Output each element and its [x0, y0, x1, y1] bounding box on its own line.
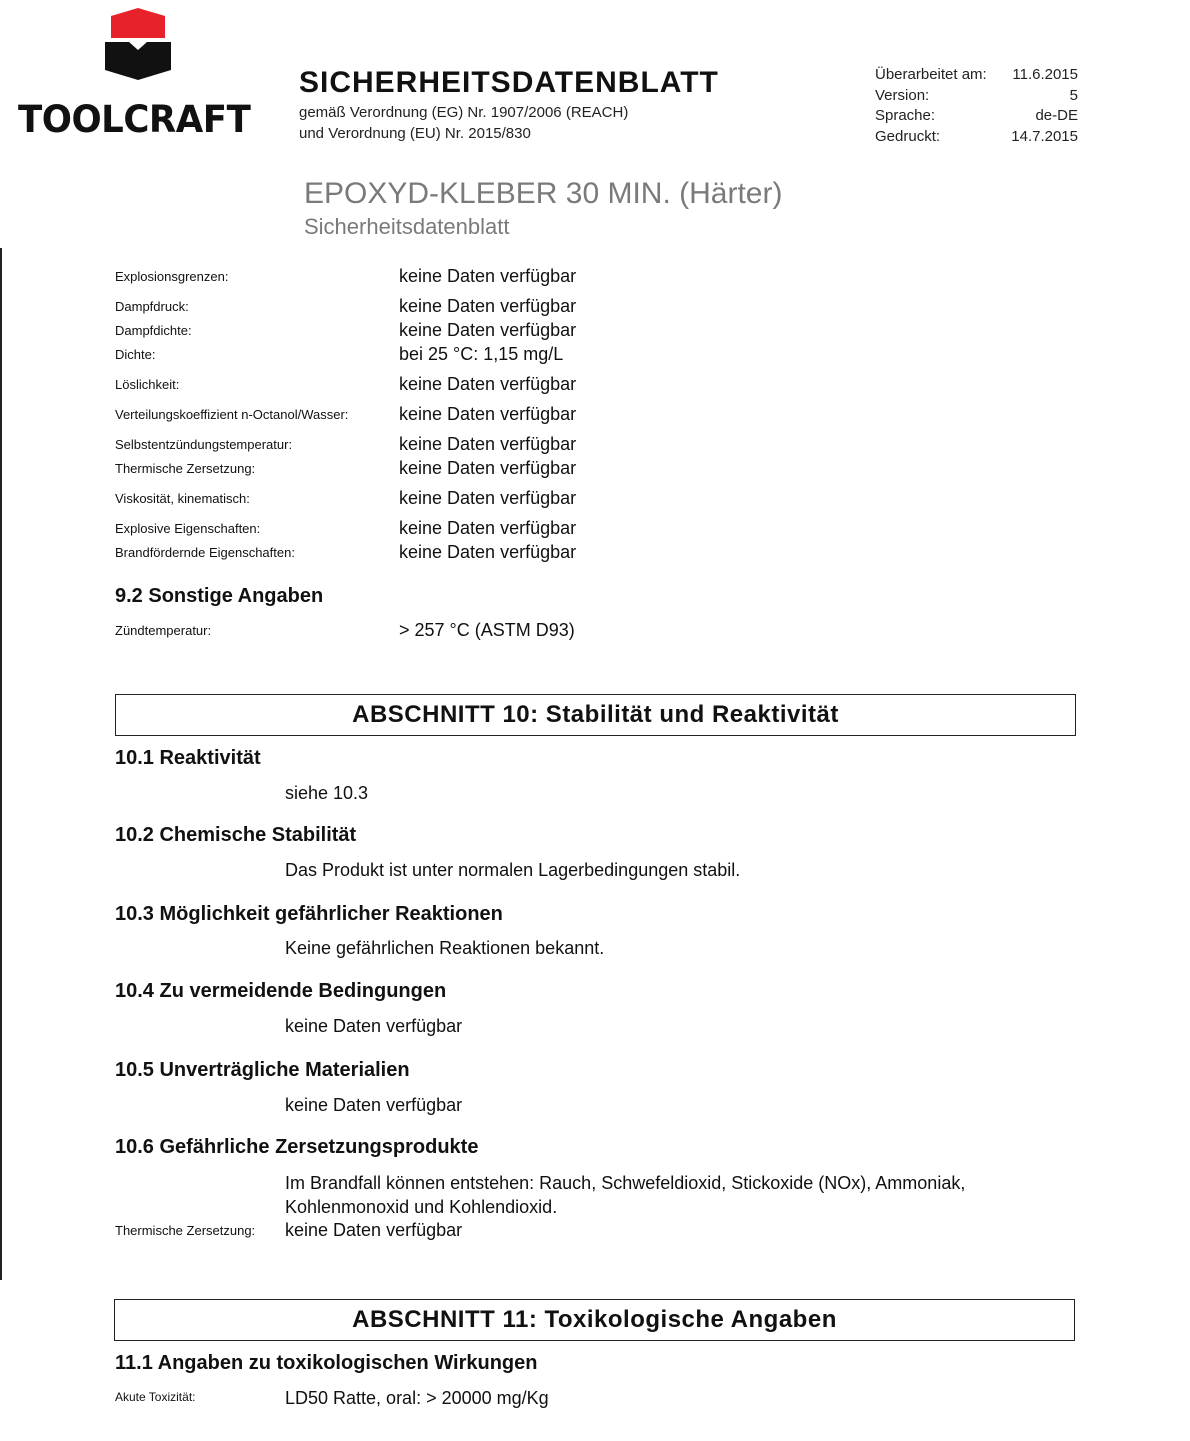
heading-11-1: 11.1 Angaben zu toxikologischen Wirkungen — [115, 1352, 538, 1374]
text-10-6-line-1: Im Brandfall können entstehen: Rauch, Schwefeldioxid, Stickoxide (NOx), Ammoniak, — [285, 1173, 966, 1193]
heading-9-2: 9.2 Sonstige Angaben — [115, 585, 324, 607]
property-label: Thermische Zersetzung: — [115, 461, 256, 476]
property-value: bei 25 °C: 1,15 mg/L — [399, 344, 564, 364]
property-label: Löslichkeit: — [115, 377, 180, 392]
acute-toxicity-value: LD50 Ratte, oral: > 20000 mg/Kg — [285, 1388, 549, 1408]
text-10-5: keine Daten verfügbar — [285, 1095, 463, 1115]
regulation-line-1: gemäß Verordnung (EG) Nr. 1907/2006 (REACH) — [299, 104, 629, 121]
property-value: keine Daten verfügbar — [399, 518, 577, 538]
property-label: Verteilungskoeffizient n-Octanol/Wasser: — [115, 407, 349, 422]
ignition-temp-label: Zündtemperatur: — [115, 623, 212, 638]
brand-name: TOOLCRAFT — [18, 98, 251, 141]
meta-language-value: de-DE — [1035, 107, 1078, 124]
meta-version-label: Version: — [875, 87, 930, 104]
meta-printed-value: 14.7.2015 — [1011, 128, 1078, 145]
text-10-1: siehe 10.3 — [285, 783, 369, 803]
property-value: keine Daten verfügbar — [399, 458, 577, 478]
section-11-title: ABSCHNITT 11: Toxikologische Angaben — [352, 1306, 837, 1333]
property-value: keine Daten verfügbar — [399, 320, 577, 340]
product-subtitle: Sicherheitsdatenblatt — [304, 214, 510, 239]
property-label: Explosionsgrenzen: — [115, 269, 229, 284]
property-value: keine Daten verfügbar — [399, 434, 577, 454]
property-label: Explosive Eigenschaften: — [115, 521, 261, 536]
section-10-title: ABSCHNITT 10: Stabilität und Reaktivität — [352, 701, 839, 728]
heading-10-4: 10.4 Zu vermeidende Bedingungen — [115, 980, 447, 1002]
thermal-decomposition-label: Thermische Zersetzung: — [115, 1223, 256, 1238]
regulation-line-2: und Verordnung (EU) Nr. 2015/830 — [299, 125, 531, 142]
text-10-3: Keine gefährlichen Reaktionen bekannt. — [285, 938, 605, 958]
property-value: keine Daten verfügbar — [399, 542, 577, 562]
property-value: keine Daten verfügbar — [399, 266, 577, 286]
product-title: EPOXYD-KLEBER 30 MIN. (Härter) — [304, 177, 783, 210]
property-label: Dampfdichte: — [115, 323, 192, 338]
document-title: SICHERHEITSDATENBLATT — [299, 66, 719, 99]
thermal-decomposition-value: keine Daten verfügbar — [285, 1220, 463, 1240]
text-10-4: keine Daten verfügbar — [285, 1016, 463, 1036]
heading-10-5: 10.5 Unverträgliche Materialien — [115, 1059, 410, 1081]
margin-rule — [0, 248, 2, 1280]
property-value: keine Daten verfügbar — [399, 374, 577, 394]
section-11-header — [114, 1299, 1075, 1341]
ignition-temp-value: > 257 °C (ASTM D93) — [399, 620, 575, 640]
property-value: keine Daten verfügbar — [399, 296, 577, 316]
acute-toxicity-label: Akute Toxizität: — [115, 1390, 196, 1404]
text-10-6-line-2: Kohlenmonoxid und Kohlendioxid. — [285, 1197, 558, 1217]
property-label: Dampfdruck: — [115, 299, 189, 314]
section-10-header — [115, 694, 1076, 736]
property-label: Viskosität, kinematisch: — [115, 491, 250, 506]
property-label: Dichte: — [115, 347, 156, 362]
text-10-2: Das Produkt ist unter normalen Lagerbedingungen stabil. — [285, 860, 741, 880]
meta-revised-value: 11.6.2015 — [1012, 66, 1078, 83]
meta-printed-label: Gedruckt: — [875, 128, 941, 145]
property-label: Brandfördernde Eigenschaften: — [115, 545, 295, 560]
heading-10-3: 10.3 Möglichkeit gefährlicher Reaktionen — [115, 903, 503, 925]
toolcraft-logo-icon — [103, 8, 173, 80]
property-value: keine Daten verfügbar — [399, 488, 577, 508]
heading-10-6: 10.6 Gefährliche Zersetzungsprodukte — [115, 1136, 479, 1158]
meta-language-label: Sprache: — [875, 107, 936, 124]
property-value: keine Daten verfügbar — [399, 404, 577, 424]
meta-version-value: 5 — [1069, 87, 1078, 104]
heading-10-1: 10.1 Reaktivität — [115, 747, 261, 769]
property-label: Selbstentzündungstemperatur: — [115, 437, 293, 452]
heading-10-2: 10.2 Chemische Stabilität — [115, 824, 357, 846]
meta-revised-label: Überarbeitet am: — [875, 66, 987, 83]
